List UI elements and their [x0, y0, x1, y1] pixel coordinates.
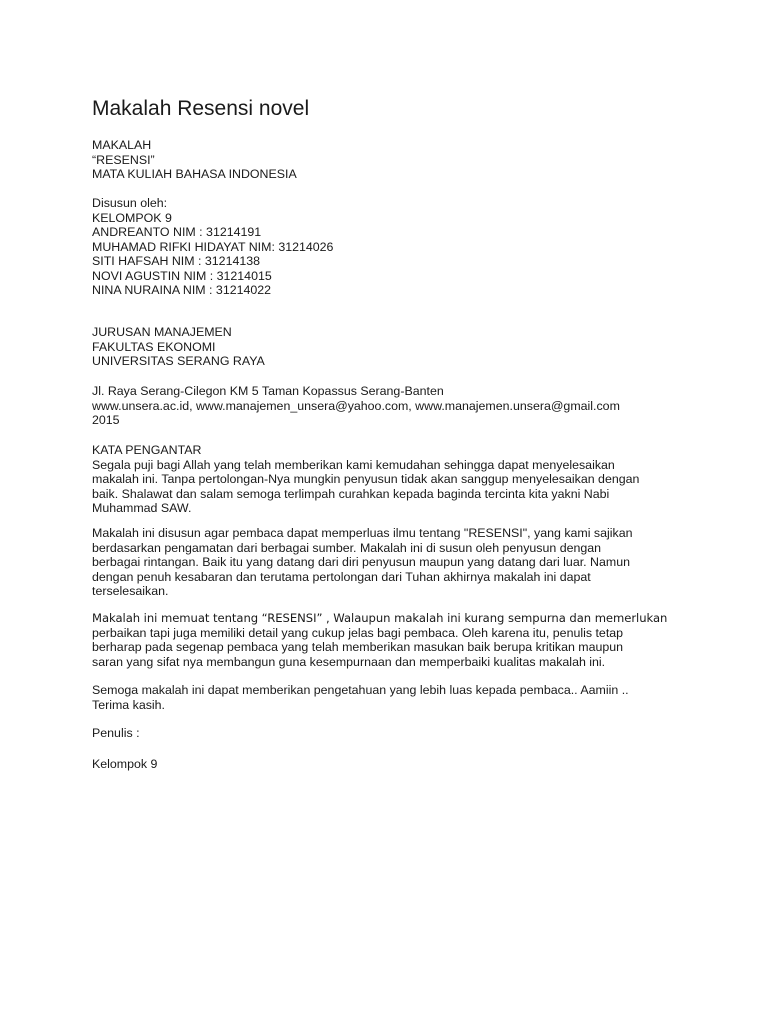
foreword-paragraph-3: [92, 611, 682, 669]
paragraph-line: Semoga makalah ini dapat memberikan pengetahuan yang lebih luas kepada pembaca.. Aamiin ..: [92, 683, 629, 697]
paragraph-line: berdasarkan pengamatan dari berbagai sumber. Makalah ini di susun oleh penyusun dengan: [92, 540, 602, 555]
contact-line: www.unsera.ac.id, www.manajemen_unsera@yahoo.com, www.manajemen.unsera@gmail.com: [92, 398, 620, 413]
author-line: MUHAMAD RIFKI HIDAYAT NIM: 31214026: [92, 239, 334, 254]
paragraph-line: baik. Shalawat dan salam semoga terlimpah curahkan kepada baginda tercinta kita yakni Nabi: [92, 486, 610, 501]
foreword-paragraph-2: [92, 526, 682, 599]
cover-line: MAKALAH: [92, 138, 152, 152]
address-line: Jl. Raya Serang-Cilegon KM 5 Taman Kopassus Serang-Banten: [92, 384, 444, 398]
paragraph-line: Segala puji bagi Allah yang telah memberikan kami kemudahan sehingga dapat menyelesaikan: [92, 457, 615, 472]
institution-line: JURUSAN MANAJEMEN: [92, 325, 232, 339]
paragraph-line: berbagai rintangan. Baik itu yang datang dari diri penyusun maupun yang datang dari luar. Namun: [92, 555, 630, 569]
paragraph-line: Makalah ini memuat tentang “RESENSI” , Walaupun makalah ini kurang sempurna dan memerlukan: [92, 611, 668, 625]
institution-line: FAKULTAS EKONOMI: [92, 339, 216, 354]
paragraph-line: Makalah ini disusun agar pembaca dapat memperluas ilmu tentang "RESENSI", yang kami sajikan: [92, 526, 633, 540]
cover-block: [92, 138, 682, 182]
document-title: Makalah Resensi novel: [92, 97, 310, 120]
paragraph-line: Terima kasih.: [92, 697, 165, 712]
author-line: SITI HAFSAH NIM : 31214138: [92, 254, 261, 268]
paragraph-line: berharap pada segenap pembaca yang telah memberikan masukan baik berupa kritikan maupun: [92, 640, 624, 654]
year-line: 2015: [92, 413, 120, 427]
address-block: [92, 384, 682, 428]
paragraph-line: dengan penuh kesabaran dan terutama pertolongan dari Tuhan akhirnya makalah ini dapat: [92, 569, 591, 584]
authors-block: [92, 196, 682, 298]
signoff-name-text: Kelompok 9: [92, 757, 158, 771]
signoff-label: [92, 726, 682, 741]
institution-block: [92, 325, 682, 369]
foreword-heading: KATA PENGANTAR: [92, 443, 202, 457]
cover-line: “RESENSI”: [92, 152, 155, 167]
paragraph-line: makalah ini. Tanpa pertolongan-Nya mungkin penyusun tidak akan sanggup menyelesaikan dengan: [92, 472, 640, 486]
foreword-paragraph-1: [92, 443, 682, 516]
foreword-paragraph-4: [92, 683, 682, 712]
author-line: NINA NURAINA NIM : 31214022: [92, 283, 272, 297]
paragraph-line: perbaikan tapi juga memiliki detail yang cukup jelas bagi pembaca. Oleh karena itu, penulis tetap: [92, 625, 624, 640]
group-name: KELOMPOK 9: [92, 210, 172, 225]
author-line: ANDREANTO NIM : 31214191: [92, 225, 262, 239]
author-line: NOVI AGUSTIN NIM : 31214015: [92, 268, 272, 283]
paragraph-line: saran yang sifat nya membangun guna kesempurnaan dan memperbaiki kualitas makalah ini.: [92, 654, 606, 669]
paragraph-line: Muhammad SAW.: [92, 501, 192, 515]
authors-heading: Disusun oleh:: [92, 196, 168, 210]
cover-line: MATA KULIAH BAHASA INDONESIA: [92, 167, 297, 181]
paragraph-line: terselesaikan.: [92, 584, 169, 598]
institution-line: UNIVERSITAS SERANG RAYA: [92, 354, 265, 368]
signoff-name: [92, 757, 682, 772]
signoff-label-text: Penulis :: [92, 726, 140, 740]
